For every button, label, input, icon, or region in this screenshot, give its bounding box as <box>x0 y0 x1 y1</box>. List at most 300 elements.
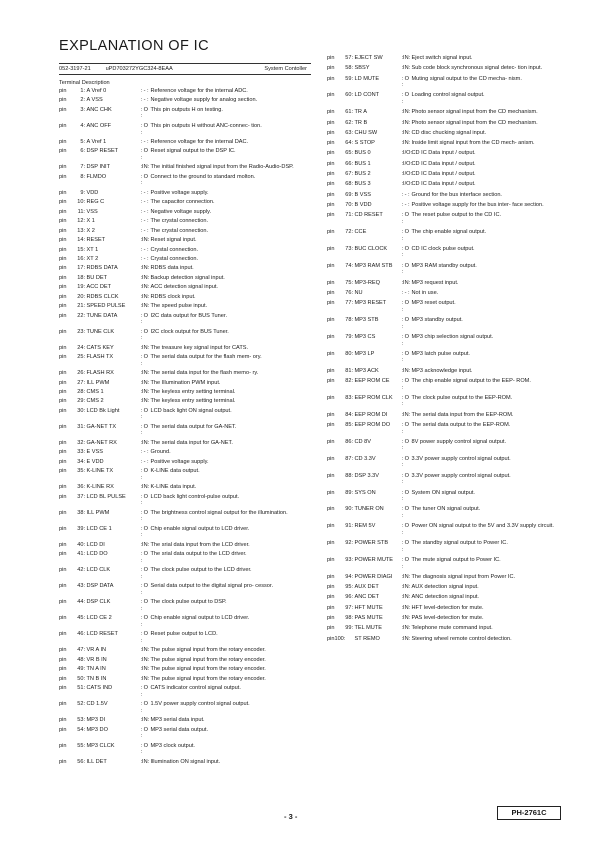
pin-description: Illumination ON signal input. <box>150 758 221 765</box>
pin-name: X 1 <box>86 218 95 225</box>
pin-name: MP3 DI <box>86 717 106 724</box>
pin-row <box>59 209 311 216</box>
pin-name: ST REMO <box>354 635 380 642</box>
pin-number: 1: <box>80 88 85 94</box>
pin-row <box>59 657 311 664</box>
pin-io-type: : O : <box>401 472 409 486</box>
pin-label: pin <box>59 468 67 475</box>
pin-row <box>59 354 311 367</box>
pin-label: pin <box>327 279 335 286</box>
pin-description: Steering wheel remote control detection. <box>411 635 512 642</box>
pin-label: pin <box>327 625 335 632</box>
pin-description: The pulse signal input from the rotary encoder. <box>150 656 266 663</box>
pin-io-type: : O : <box>140 615 148 628</box>
pin-io-type: : O : <box>401 92 409 106</box>
pin-description: 8V power supply control signal output. <box>411 438 507 445</box>
pin-name: CMS 2 <box>86 398 104 405</box>
pin-row <box>59 139 311 146</box>
pin-number: 93: <box>345 557 353 563</box>
pin-name: POWER DIAGI <box>354 573 393 580</box>
pin-name: FLASH RX <box>86 370 114 377</box>
pin-io-type: : - : <box>140 138 149 145</box>
pin-name: MP3 LP <box>354 350 375 357</box>
pin-name: CD 8V <box>354 438 371 445</box>
pin-description: The clock pulse output to DSP. <box>150 599 227 606</box>
pin-io-type: : O : <box>140 493 148 507</box>
pin-label: pin <box>59 106 67 113</box>
pin-io-type: : O : <box>140 312 148 326</box>
pin-io-type: : O : <box>401 422 409 435</box>
pin-name: MP3 DO <box>86 726 108 733</box>
pin-row <box>59 329 311 342</box>
pin-number: 40: <box>77 541 85 548</box>
pin-label: pin <box>59 122 67 129</box>
pin-number: 6: <box>80 148 85 155</box>
pin-label: pin <box>327 201 335 208</box>
pin-description: MP3 RAM standby output. <box>411 262 477 269</box>
pin-label: pin <box>59 284 67 291</box>
pin-description: Reference voltage for the internal ADC. <box>150 88 248 94</box>
pin-row <box>327 171 567 178</box>
pin-name: VSS <box>86 208 98 215</box>
pin-description: The serial data output to the EEP-ROM. <box>411 422 511 428</box>
pin-label: pin <box>59 615 67 622</box>
pin-number: 3: <box>80 106 85 113</box>
pin-row <box>327 181 567 188</box>
pin-io-type: :I/O: <box>401 150 413 157</box>
pin-io-type: :IN: <box>140 484 150 491</box>
pin-name: E VDD <box>86 458 104 465</box>
pin-name: VDD <box>86 189 99 196</box>
pin-io-type: :IN: <box>140 398 150 405</box>
pin-row <box>327 368 567 375</box>
pin-name: XT 1 <box>86 246 99 253</box>
pin-row <box>59 164 311 171</box>
pin-description: Reset signal input. <box>150 237 197 244</box>
pin-row <box>59 148 311 161</box>
pin-io-type: :IN: <box>140 541 150 548</box>
pin-io-type: : O : <box>140 328 148 342</box>
pin-row <box>59 526 311 539</box>
pin-label: pin <box>59 758 67 765</box>
pin-label: pin <box>59 173 67 180</box>
pin-row <box>59 389 311 396</box>
pin-label: pin <box>327 55 335 61</box>
pin-io-type: : O : <box>140 148 148 161</box>
pin-row <box>327 130 567 137</box>
pin-description: MP3 acknowledge input. <box>411 367 473 374</box>
pin-row <box>327 334 567 347</box>
pin-description: System ON signal output. <box>411 489 475 496</box>
pin-number: 31: <box>77 423 85 430</box>
pin-number: 85: <box>345 422 353 428</box>
pin-label: pin <box>59 656 67 663</box>
pin-label: pin <box>327 411 335 418</box>
pin-number: 23: <box>77 328 85 335</box>
pin-description: LCD back light ON signal output. <box>150 407 232 414</box>
pin-row <box>59 701 311 714</box>
pin-label: pin <box>327 506 335 513</box>
pin-description: The standby signal output to Power IC. <box>411 540 508 547</box>
pin-description: I2C data output for BUS Tuner. <box>150 312 227 319</box>
pin-number: 95: <box>345 584 353 591</box>
pin-number: 10: <box>77 199 85 206</box>
pin-row <box>59 459 311 466</box>
pin-name: DSP INIT <box>86 164 111 171</box>
pin-row <box>59 759 311 766</box>
page-title: EXPLANATION OF IC <box>59 38 209 54</box>
pin-number: 18: <box>77 274 85 281</box>
pin-io-type: : O : <box>140 551 148 564</box>
pin-number: 89: <box>345 489 353 496</box>
pin-name: ANC CHK <box>86 106 112 113</box>
pin-label: pin <box>327 604 335 611</box>
pin-io-type: : O : <box>401 377 409 391</box>
pin-row <box>59 510 311 523</box>
pin-row <box>59 303 311 310</box>
pin-row <box>327 605 567 612</box>
pin-label: pin <box>327 181 335 188</box>
pin-name: POWER MUTE <box>354 557 394 563</box>
pin-name: FLMDO <box>86 173 107 180</box>
pin-description: 1.5V power supply control signal output. <box>150 701 250 708</box>
pin-io-type: :IN: <box>401 55 411 61</box>
pin-label: pin <box>59 567 67 574</box>
pin-io-type: :IN: <box>140 647 150 654</box>
pin-row <box>327 263 567 276</box>
pin-description: CD IC Data input / output. <box>411 171 476 177</box>
pin-number: 32: <box>77 439 85 446</box>
pin-row <box>59 199 311 206</box>
pin-name: BUS 0 <box>354 150 371 157</box>
pin-description: The diagnosis signal input from Power IC. <box>411 573 516 580</box>
pin-label: pin <box>327 594 335 601</box>
pin-number: 61: <box>345 109 353 116</box>
pin-label: pin <box>327 489 335 496</box>
doc-code: 052-3197-21 <box>59 66 91 72</box>
pin-number: 97: <box>345 604 353 611</box>
pin-name: TR A <box>354 109 367 116</box>
pin-description: The reset pulse output to the CD IC. <box>411 212 502 219</box>
pin-io-type: : - : <box>140 208 149 215</box>
pin-label: pin <box>59 493 67 500</box>
pin-io-type: : O : <box>140 631 148 644</box>
pin-io-type: : O : <box>401 489 409 503</box>
pin-label: pin <box>59 583 67 590</box>
pin-number: 34: <box>77 458 85 465</box>
pin-row <box>59 97 311 104</box>
pin-io-type: :IN: <box>401 109 411 116</box>
pin-io-type: : O : <box>140 106 148 120</box>
pin-name: CCE <box>354 229 367 235</box>
pin-io-type: :I/O: <box>401 181 413 188</box>
pin-name: B VSS <box>354 191 371 198</box>
pin-description: Reference voltage for the internal DAC. <box>150 138 249 145</box>
pin-row <box>327 300 567 313</box>
pin-number: 70: <box>345 201 353 208</box>
pin-name: VR A IN <box>86 647 107 654</box>
pin-name: DSP DATA <box>86 583 114 590</box>
pin-name: HFT MUTE <box>354 604 383 611</box>
pin-row <box>59 380 311 387</box>
pin-io-type: :IN: <box>140 675 150 682</box>
pin-number: 21: <box>77 303 85 310</box>
pin-name: ACC DET <box>86 284 112 291</box>
pin-io-type: : - : <box>140 97 149 104</box>
pin-row <box>327 280 567 287</box>
pin-number: 2: <box>80 97 85 104</box>
pin-name: TN A IN <box>86 666 106 673</box>
pin-number: 59: <box>345 75 353 82</box>
pin-label: pin <box>59 742 67 749</box>
pin-label: pin <box>327 540 335 547</box>
pin-number: 68: <box>345 181 353 188</box>
pin-number: 81: <box>345 367 353 374</box>
pin-row <box>59 256 311 263</box>
pin-number: 16: <box>77 255 85 262</box>
pin-io-type: : O : <box>140 567 148 580</box>
pin-name: MP3 RESET <box>354 300 387 307</box>
pin-label: pin <box>59 551 67 558</box>
pin-name: S STOP <box>354 140 375 147</box>
pin-label: pin <box>59 675 67 682</box>
pin-io-type: :IN: <box>140 666 150 673</box>
pin-description: Positive voltage supply. <box>150 189 209 196</box>
pin-number: 15: <box>77 246 85 253</box>
pin-description: Photo sensor signal input from the CD mechanism. <box>411 109 538 116</box>
pin-number: 44: <box>77 599 85 606</box>
pin-name: MP3 CLCK <box>86 742 115 749</box>
pin-name: MP3 CS <box>354 333 376 340</box>
pin-label: pin <box>327 262 335 269</box>
pin-name: SBSY <box>354 65 370 72</box>
pin-name: RESET <box>86 237 106 244</box>
pin-io-type: : - : <box>140 88 149 94</box>
pin-number: 4: <box>80 122 85 129</box>
pin-io-type: : - : <box>140 218 149 225</box>
pin-number: 83: <box>345 394 353 401</box>
pin-io-type: :IN: <box>140 656 150 663</box>
pin-io-type: : O : <box>401 212 409 225</box>
pin-row <box>59 370 311 377</box>
pin-number: 63: <box>345 129 353 136</box>
pin-label: pin <box>59 138 67 145</box>
pin-description: MP3 latch pulse output. <box>411 350 470 357</box>
pin-label: pin <box>59 164 67 171</box>
pin-io-type: : O : <box>140 173 148 187</box>
pin-description: The pulse signal input from the rotary encoder. <box>150 666 266 673</box>
pin-name: PAS MUTE <box>354 615 383 621</box>
pin-label: pin <box>327 65 335 72</box>
pin-io-type: : - : <box>401 289 410 296</box>
pin-row <box>59 468 311 481</box>
pin-description: Connect to the ground to standard molton. <box>150 173 256 180</box>
pin-row <box>59 717 311 724</box>
pin-label: pin <box>59 525 67 532</box>
pin-row <box>327 65 567 72</box>
pin-io-type: :IN: <box>140 164 150 171</box>
pin-io-type: : O : <box>401 229 409 242</box>
pin-row <box>59 275 311 282</box>
pin-number: 12: <box>77 218 85 225</box>
pin-number: 55: <box>77 742 85 749</box>
pin-name: SYS ON <box>354 489 376 496</box>
pin-description: MP3 request input. <box>411 279 459 286</box>
pin-number: 53: <box>77 717 85 724</box>
pin-name: REM 5V <box>354 523 376 530</box>
pin-number: 37: <box>77 493 85 500</box>
pin-description: The capacitor connection. <box>150 199 215 206</box>
pin-io-type: : O : <box>401 557 409 570</box>
pin-name: EEP ROM CLK <box>354 394 393 401</box>
pin-description: Reset signal output to the DSP IC. <box>150 148 236 155</box>
pin-description: I2C clock output for BUS Tuner. <box>150 328 229 335</box>
pin-name: RDBS CLCK <box>86 293 119 300</box>
pin-io-type: :IN: <box>401 119 411 126</box>
pin-number: 24: <box>77 344 85 351</box>
pin-io-type: : - : <box>140 227 149 234</box>
pin-label: pin <box>327 455 335 462</box>
pin-row <box>59 599 311 612</box>
pin-name: K-LINE RX <box>86 484 114 491</box>
pin-name: A Vref 1 <box>86 138 107 145</box>
pin-row <box>327 594 567 601</box>
pin-description: Negative voltage supply for analog section. <box>150 97 258 104</box>
pin-name: CHU SW <box>354 129 378 136</box>
pin-label: pin <box>327 557 335 563</box>
ic-header <box>59 63 311 75</box>
pin-row <box>59 743 311 756</box>
pin-number: 7: <box>80 164 85 171</box>
pin-row <box>59 494 311 507</box>
pin-number: 11: <box>77 208 85 215</box>
pin-row <box>59 88 311 95</box>
pin-label: pin <box>327 615 335 621</box>
pin-name: CMS 1 <box>86 388 104 395</box>
pin-description: The mute signal output to Power IC. <box>411 557 501 563</box>
pin-name: LCD CLK <box>86 567 111 574</box>
pin-number: 49: <box>77 666 85 673</box>
pin-row <box>327 76 567 89</box>
pin-number: 67: <box>345 171 353 177</box>
pin-row <box>59 484 311 491</box>
pin-name: MP3 STB <box>354 317 379 324</box>
pin-number: 8: <box>80 173 85 180</box>
pin-name: LCD BL PULSE <box>86 493 126 500</box>
pin-io-type: : O : <box>401 455 409 469</box>
pin-number: 39: <box>77 525 85 532</box>
pin-name: TN B IN <box>86 675 107 682</box>
pin-label: pin <box>327 229 335 235</box>
pin-description: The keyless entry setting terminal. <box>150 388 236 395</box>
pin-description: CD disc chucking signal input. <box>411 129 487 136</box>
pin-description: The chip enable signal output to the EEP- ROM. <box>411 377 531 384</box>
pin-row <box>327 439 567 452</box>
pin-description: ACC detection signal input. <box>150 284 218 291</box>
pin-io-type: : O : <box>140 509 148 523</box>
pin-description: The serial data input for GA-NET. <box>150 439 233 446</box>
pin-number <box>342 636 355 643</box>
pin-label: pin <box>59 265 67 272</box>
pin-row <box>59 647 311 654</box>
pin-io-type: : O : <box>140 742 148 756</box>
pin-label: pin <box>327 422 335 428</box>
pin-io-type: :I/O: <box>401 160 413 167</box>
pin-label: pin <box>327 129 335 136</box>
pin-label: pin <box>327 171 335 177</box>
pin-io-type: : O : <box>140 423 148 437</box>
pin-label: pin <box>59 666 67 673</box>
terminal-description-label: Terminal Description <box>59 80 110 86</box>
pin-row <box>327 150 567 157</box>
pin-description: Telephone mute command input. <box>411 625 493 632</box>
pin-description: MP3 standby output. <box>411 317 463 324</box>
pin-description: CD IC Data input / output. <box>411 160 476 167</box>
pin-number: 75: <box>345 279 353 286</box>
pin-row <box>59 542 311 549</box>
pin-row <box>59 567 311 580</box>
pin-number: 72: <box>345 229 353 235</box>
pin-label: pin <box>327 472 335 479</box>
pin-io-type: : - : <box>140 449 149 456</box>
pin-row <box>59 174 311 187</box>
pin-number: 73: <box>345 245 353 252</box>
pin-label: pin <box>59 458 67 465</box>
pin-row <box>59 408 311 421</box>
pin-row <box>59 284 311 291</box>
pin-io-type: : O : <box>140 685 148 698</box>
pin-io-type: : - : <box>140 246 149 253</box>
pin-description: ANC detection signal input. <box>411 594 479 601</box>
pin-label: pin <box>59 423 67 430</box>
pin-label: pin <box>327 289 335 296</box>
pin-name: LCD CE 2 <box>86 615 112 622</box>
pin-name: EEP ROM DO <box>354 422 391 428</box>
pin-label: pin <box>327 160 335 167</box>
pin-label: pin <box>327 109 335 116</box>
pin-number: 41: <box>77 551 85 558</box>
pin-io-type: :IN: <box>140 388 150 395</box>
pin-row <box>59 631 311 644</box>
pin-name: EEP ROM CE <box>354 377 390 384</box>
pin-row <box>59 398 311 405</box>
pin-io-type: : - : <box>140 255 149 262</box>
pin-io-type: :IN: <box>401 279 411 286</box>
pin-io-type: : O : <box>401 317 409 330</box>
pin-row <box>327 625 567 632</box>
pin-number: 77: <box>345 300 353 307</box>
pin-row <box>59 123 311 136</box>
pin-label: pin <box>59 647 67 654</box>
pin-number: 92: <box>345 540 353 547</box>
pin-number: 84: <box>345 411 353 418</box>
pin-name: EJECT SW <box>354 55 383 61</box>
pin-name: CATS IND <box>86 685 113 692</box>
pin-number: 90: <box>345 506 353 513</box>
pin-io-type: : O : <box>140 701 148 714</box>
pin-label: pin <box>327 523 335 530</box>
pin-number: 14: <box>77 237 85 244</box>
pin-label: pin <box>59 370 67 377</box>
pin-number: 91: <box>345 523 353 530</box>
pin-row <box>59 190 311 197</box>
pin-io-type: : O : <box>140 599 148 612</box>
pin-io-type: : - : <box>140 189 149 196</box>
pin-io-type: :IN: <box>401 367 411 374</box>
pin-io-type: : O : <box>401 350 409 364</box>
pin-number: 56: <box>77 758 85 765</box>
pin-description: The serial data input for the flash memo- ry. <box>150 370 259 377</box>
